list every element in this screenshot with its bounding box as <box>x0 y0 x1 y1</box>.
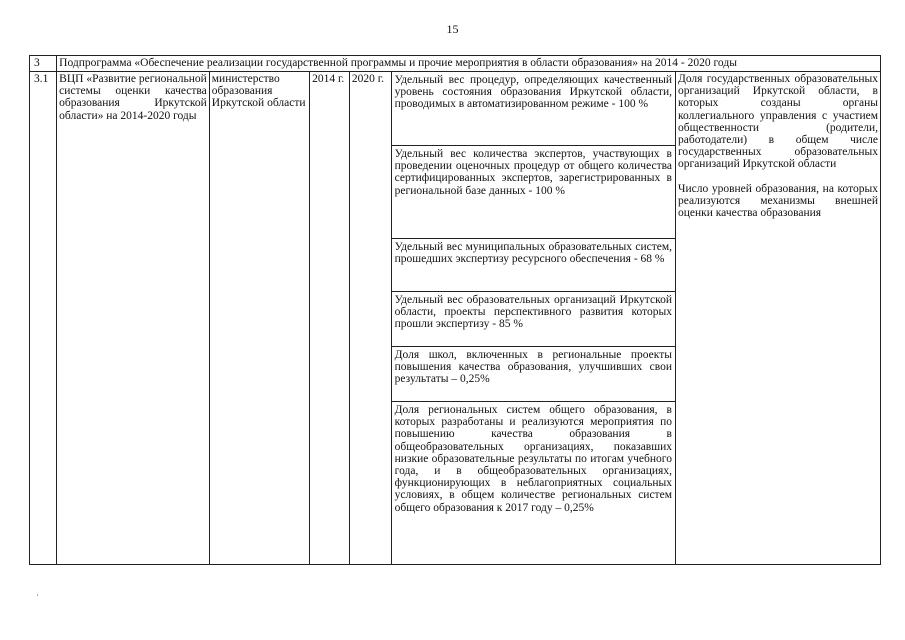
year-start: 2014 г. <box>310 72 350 565</box>
result-text: Доля государственных образовательных организаций Иркутской области, в которых созданы органы коллегиального управления с участием общественности (родители, работодатели) в общем числе государственных образовательных организаций Иркутской области <box>677 73 878 171</box>
indicator-cell: Удельный вес муниципальных образовательных систем, прошедших экспертизу ресурсного обеспечения - 68 % <box>391 239 675 292</box>
result-text: Число уровней образования, на которых реализуются механизмы внешней оценки качества образования <box>677 182 878 220</box>
indicator-cell: Доля школ, включенных в региональные проекты повышения качества образования, улучшивших свои результаты – 0,25% <box>391 347 675 402</box>
indicator-cell: Удельный вес образовательных организаций Иркутской области, проекты перспективного развития которых прошли экспертизу - 85 % <box>391 292 675 347</box>
program-row <box>30 72 881 146</box>
program-executor: министерство образования Иркутской области <box>209 72 309 565</box>
program-number: 3.1 <box>30 72 57 565</box>
indicator-cell: Удельный вес количества экспертов, участвующих в проведении оценочных процедур от общего количества сертифицированных экспертов, зарегистрированных в региональной базе данных - 100 % <box>391 146 675 239</box>
section-row <box>30 56 881 72</box>
results-cell <box>675 72 880 565</box>
page-number: 15 <box>446 22 459 36</box>
program-table <box>29 55 881 565</box>
indicator-cell: Доля региональных систем общего образования, в которых разработаны и реализуются мероприятия по повышению качества образования в общеобразовательных организациях, показавших низкие образовательные результаты по итогам учебного года, и в общеобразовательных организациях, функционирующих в неблагоприятных социальных условиях, в общем количестве региональных систем общего образования к 2017 году – 0,25% <box>391 402 675 565</box>
indicator-cell: Удельный вес процедур, определяющих качественный уровень состояния образования Иркутской области, проводимых в автоматизированном режиме - 100 % <box>391 72 675 146</box>
footer-mark: · <box>36 590 39 600</box>
section-number: 3 <box>30 56 57 72</box>
year-end: 2020 г. <box>349 72 391 565</box>
program-name: ВЦП «Развитие региональной системы оценки качества образования Иркутской области» на 2014-2020 годы <box>57 72 210 565</box>
section-title: Подпрограмма «Обеспечение реализации государственной программы и прочие мероприятия в области образования» на 2014 - 2020 годы <box>57 56 881 72</box>
